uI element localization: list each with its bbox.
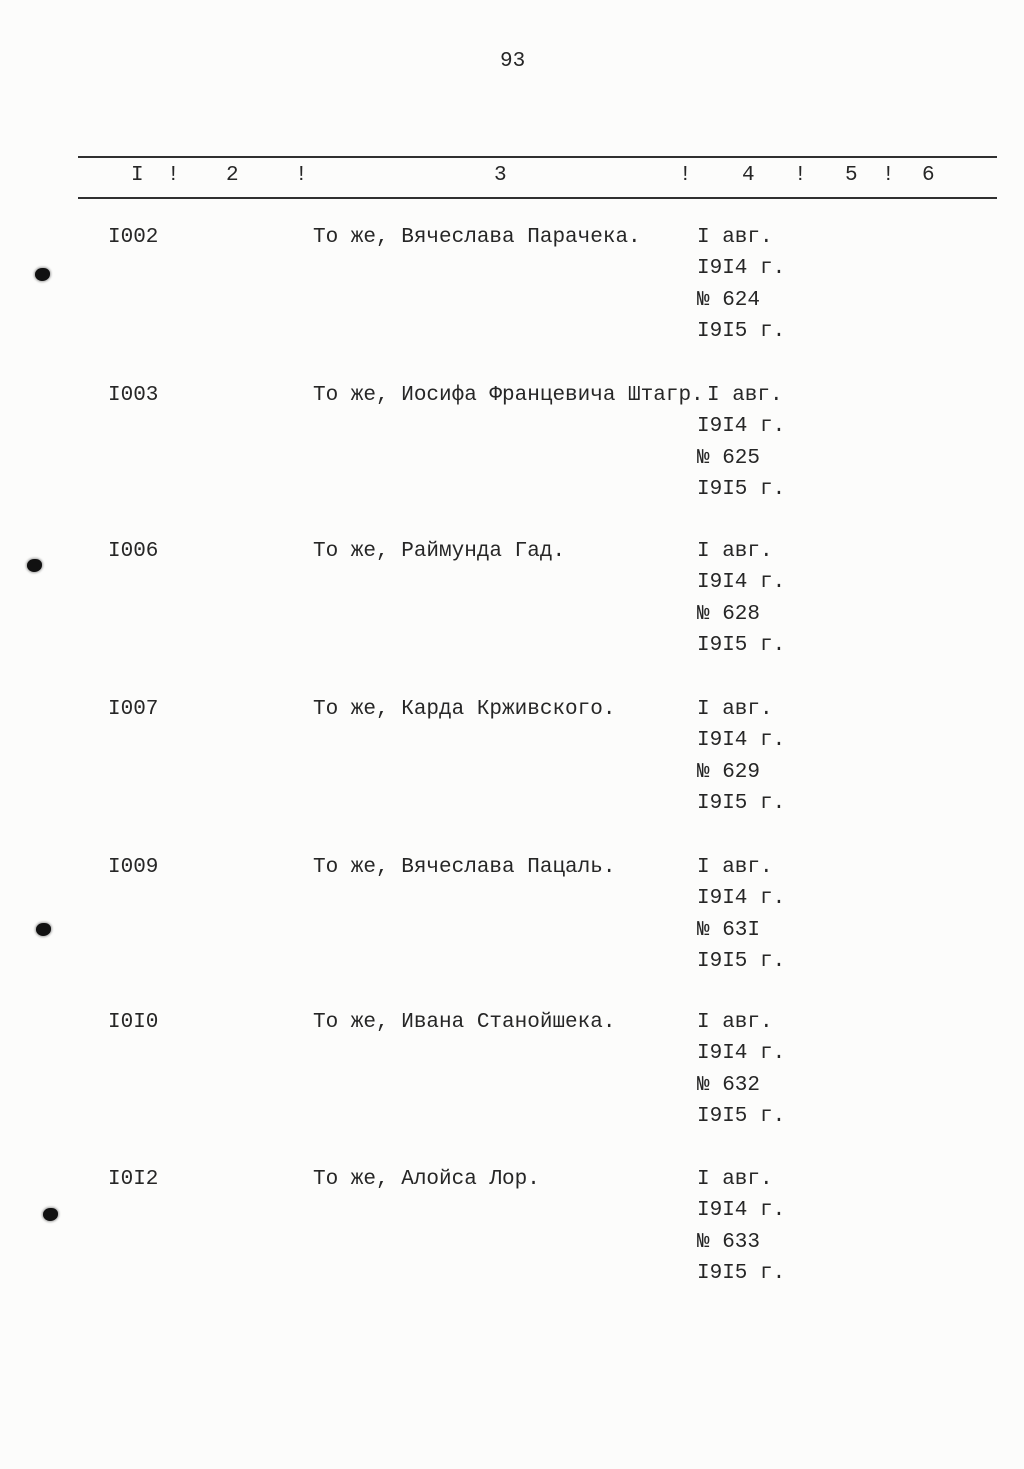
record-dates <box>697 536 785 661</box>
date-line: I9I4 г. <box>697 1199 786 1223</box>
date-line: I авг. <box>697 1011 773 1034</box>
column-header-2: 2 <box>226 164 239 187</box>
record-number: I0I0 <box>108 1011 159 1034</box>
record-number: I006 <box>108 540 159 563</box>
date-line: I9I4 г. <box>697 257 786 281</box>
date-line: I9I4 г. <box>697 887 786 911</box>
date-line: I авг. <box>697 226 773 249</box>
table-row <box>0 694 1024 824</box>
date-line: № 628 <box>697 602 761 626</box>
date-line: I авг. <box>697 698 773 721</box>
date-line: I9I5 г. <box>697 949 786 973</box>
record-description: То же, Раймунда Гад. <box>313 540 566 563</box>
date-line: I9I5 г. <box>697 633 786 657</box>
date-line: I9I5 г. <box>697 791 786 815</box>
record-number: I003 <box>108 384 159 407</box>
date-line: № 624 <box>697 288 761 312</box>
date-line: I9I5 г. <box>697 319 786 343</box>
date-line: № 63I <box>697 918 761 942</box>
date-line: I9I5 г. <box>697 1261 786 1285</box>
record-description: То же, Алойса Лор. <box>313 1168 540 1191</box>
date-line: I9I4 г. <box>697 1042 786 1066</box>
record-dates <box>697 380 785 505</box>
date-line: № 632 <box>697 1073 761 1097</box>
date-line: I9I5 г. <box>697 477 786 501</box>
column-separator: ! <box>167 164 180 187</box>
date-line: № 629 <box>697 760 761 784</box>
record-number: I007 <box>108 698 159 721</box>
date-line: I авг. <box>697 1168 773 1191</box>
record-number: I002 <box>108 226 159 249</box>
table-row <box>0 1164 1024 1294</box>
date-line: I9I5 г. <box>697 1104 786 1128</box>
record-dates <box>697 852 785 977</box>
column-header-3: 3 <box>494 164 507 187</box>
column-header-4: 4 <box>742 164 755 187</box>
date-line: I авг. <box>697 540 773 563</box>
page-number: 93 <box>500 50 526 73</box>
date-line: I авг. <box>707 384 783 407</box>
record-description: То же, Карда Крживского. <box>313 698 616 721</box>
date-line: № 633 <box>697 1230 761 1254</box>
table-row <box>0 1007 1024 1137</box>
date-line: № 625 <box>697 446 761 470</box>
record-dates <box>697 694 785 819</box>
record-dates <box>697 1007 785 1132</box>
record-number: I0I2 <box>108 1168 159 1191</box>
record-number: I009 <box>108 856 159 879</box>
column-separator: ! <box>295 164 308 187</box>
column-header-1: I <box>131 164 144 187</box>
record-description: То же, Вячеслава Пацаль. <box>313 856 616 879</box>
record-dates <box>697 1164 785 1289</box>
date-line: I9I4 г. <box>697 415 786 439</box>
column-separator: ! <box>882 164 895 187</box>
table-row <box>0 380 1024 510</box>
table-row <box>0 536 1024 666</box>
date-line: I авг. <box>697 856 773 879</box>
column-header-5: 5 <box>845 164 858 187</box>
column-separator: ! <box>679 164 692 187</box>
column-separator: ! <box>794 164 807 187</box>
record-description: То же, Иосифа Францевича Штагр. <box>313 384 704 407</box>
table-row <box>0 222 1024 352</box>
record-description: То же, Ивана Станойшека. <box>313 1011 616 1034</box>
column-header-6: 6 <box>922 164 935 187</box>
header-bottom-rule <box>78 197 997 199</box>
record-dates <box>697 222 785 347</box>
record-description: То же, Вячеслава Парачека. <box>313 226 641 249</box>
table-row <box>0 852 1024 982</box>
date-line: I9I4 г. <box>697 571 786 595</box>
header-top-rule <box>78 156 997 158</box>
date-line: I9I4 г. <box>697 729 786 753</box>
